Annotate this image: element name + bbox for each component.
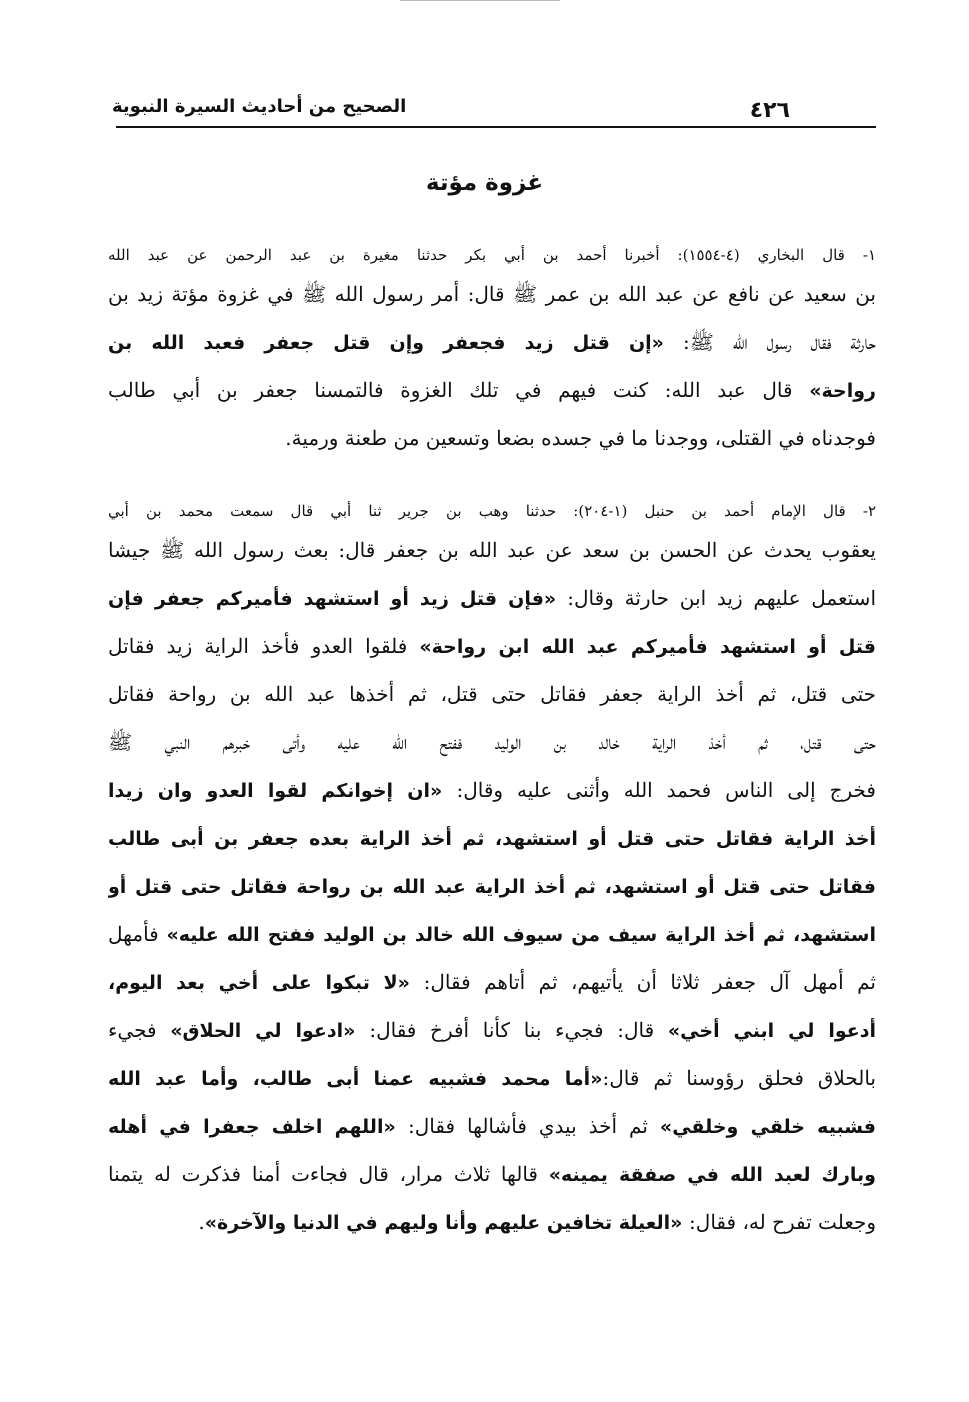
text-line: وبارك لعبد الله في صفقة يمينه» قالها ثلاث مرار، قال فجاءت أمنا فذكرت له يتمنا <box>108 1162 876 1186</box>
page-header <box>112 96 876 132</box>
quoted-saying: أدعوا لي ابني أخي» <box>667 1020 876 1042</box>
quoted-saying: «ادعوا لي الحلاق» <box>170 1020 370 1042</box>
text-line <box>108 862 876 910</box>
quoted-saying: «ان إخوانكم لقوا العدو وان زيدا <box>108 780 457 802</box>
text-line: فشبيه خلقي وخلقي» ثم أخذ بيدي فأشالها فقال: «اللهم اخلف جعفرا في أهله <box>108 1114 876 1138</box>
text-line: استشهد، ثم أخذ الراية سيف من سيوف الله خالد بن الوليد ففتح الله عليه» فأمهل <box>108 922 876 946</box>
text-line: حتى قتل، ثم أخذ الراية خالد بن الوليد ففتح الله عليه وأتى خبرهم النبي ﷺ <box>108 730 876 754</box>
quoted-saying: «اللهم اخلف جعفرا في أهله <box>108 1116 408 1138</box>
scan-top-mark <box>400 0 560 1</box>
text-line: بن سعيد عن نافع عن عبد الله بن عمر ﷺ قال: أمر رسول الله ﷺ في غزوة مؤتة زيد بن <box>108 282 876 306</box>
quoted-saying: وبارك لعبد الله في صفقة يمينه» <box>548 1164 876 1186</box>
text-line: يعقوب يحدث عن الحسن بن سعد عن عبد الله بن جعفر قال: بعث رسول الله ﷺ جيشا <box>108 538 876 562</box>
quoted-saying: فشبيه خلقي وخلقي» <box>659 1116 876 1138</box>
quoted-saying: «فإن قتل زيد أو استشهد فأميركم جعفر فإن <box>108 588 568 610</box>
text-line: بالحلاق فحلق رؤوسنا ثم قال:«أما محمد فشبيه عمنا أبى طالب، وأما عبد الله <box>108 1066 876 1090</box>
hadith-2 <box>108 496 876 1246</box>
text-line: حتى قتل، ثم أخذ الراية جعفر فقاتل حتى قتل، ثم أخذها عبد الله بن رواحة فقاتل <box>108 682 876 706</box>
quoted-saying: «العيلة تخافين عليهم وأنا وليهم في الدنيا والآخرة» <box>204 1212 690 1234</box>
text-line: حارثة فقال رسول الله ﷺ: «إن قتل زيد فجعفر وإن قتل جعفر فعبد الله بن <box>108 330 876 354</box>
text-line <box>108 814 876 862</box>
text-line: وجعلت تفرح له، فقال: «العيلة تخافين عليهم وأنا وليهم في الدنيا والآخرة». <box>198 1210 876 1234</box>
quoted-saying: «إن قتل زيد فجعفر وإن قتل جعفر فعبد الله بن <box>108 332 684 354</box>
quoted-saying: قتل أو استشهد فأميركم عبد الله ابن رواحة» <box>419 636 876 658</box>
hadith-1-isnad: ١- قال البخاري (٤-١٥٥٤): أخبرنا أحمد بن أبي بكر حدثنا مغيرة بن عبد الرحمن عن عبد الله <box>108 246 876 264</box>
quoted-saying: فقاتل حتى قتل أو استشهد، ثم أخذ الراية عبد الله بن رواحة فقاتل حتى قتل أو <box>108 876 876 898</box>
hadith-1 <box>108 240 876 462</box>
running-title: الصحيح من أحاديث السيرة النبوية <box>112 96 416 117</box>
quoted-saying: أخذ الراية فقاتل حتى قتل أو استشهد، ثم أخذ الراية بعده جعفر بن أبى طالب <box>108 828 876 850</box>
hadith-2-isnad: ٢- قال الإمام أحمد بن حنبل (١-٢٠٤): حدثنا وهب بن جرير ثنا أبي قال سمعت محمد بن أبي <box>108 502 876 520</box>
quoted-saying: استشهد، ثم أخذ الراية سيف من سيوف الله خالد بن الوليد ففتح الله عليه» <box>166 924 876 946</box>
header-rule <box>116 126 876 128</box>
text-line: فخرج إلى الناس فحمد الله وأثنى عليه وقال: «ان إخوانكم لقوا العدو وان زيدا <box>108 778 876 802</box>
quoted-saying: رواحة» <box>809 380 876 402</box>
quoted-saying: «لا تبكوا على أخي بعد اليوم، <box>108 972 424 994</box>
text-line: ثم أمهل آل جعفر ثلاثا أن يأتيهم، ثم أتاهم فقال: «لا تبكوا على أخي بعد اليوم، <box>108 970 876 994</box>
page-number: ٤٢٦ <box>742 98 798 123</box>
text-line: قتل أو استشهد فأميركم عبد الله ابن رواحة» فلقوا العدو فأخذ الراية زيد فقاتل <box>108 634 876 658</box>
chapter-title: غزوة مؤتة <box>425 170 544 196</box>
text-line: رواحة» قال عبد الله: كنت فيهم في تلك الغزوة فالتمسنا جعفر بن أبي طالب <box>108 378 876 402</box>
text-line: استعمل عليهم زيد ابن حارثة وقال: «فإن قتل زيد أو استشهد فأميركم جعفر فإن <box>108 586 876 610</box>
quoted-saying: «أما محمد فشبيه عمنا أبى طالب، وأما عبد الله <box>108 1068 603 1090</box>
text-line: فوجدناه في القتلى، ووجدنا ما في جسده بضعا وتسعين من طعنة ورمية. <box>285 426 876 450</box>
text-line: أدعوا لي ابني أخي» قال: فجيء بنا كأنا أفرخ فقال: «ادعوا لي الحلاق» فجيء <box>108 1018 876 1042</box>
